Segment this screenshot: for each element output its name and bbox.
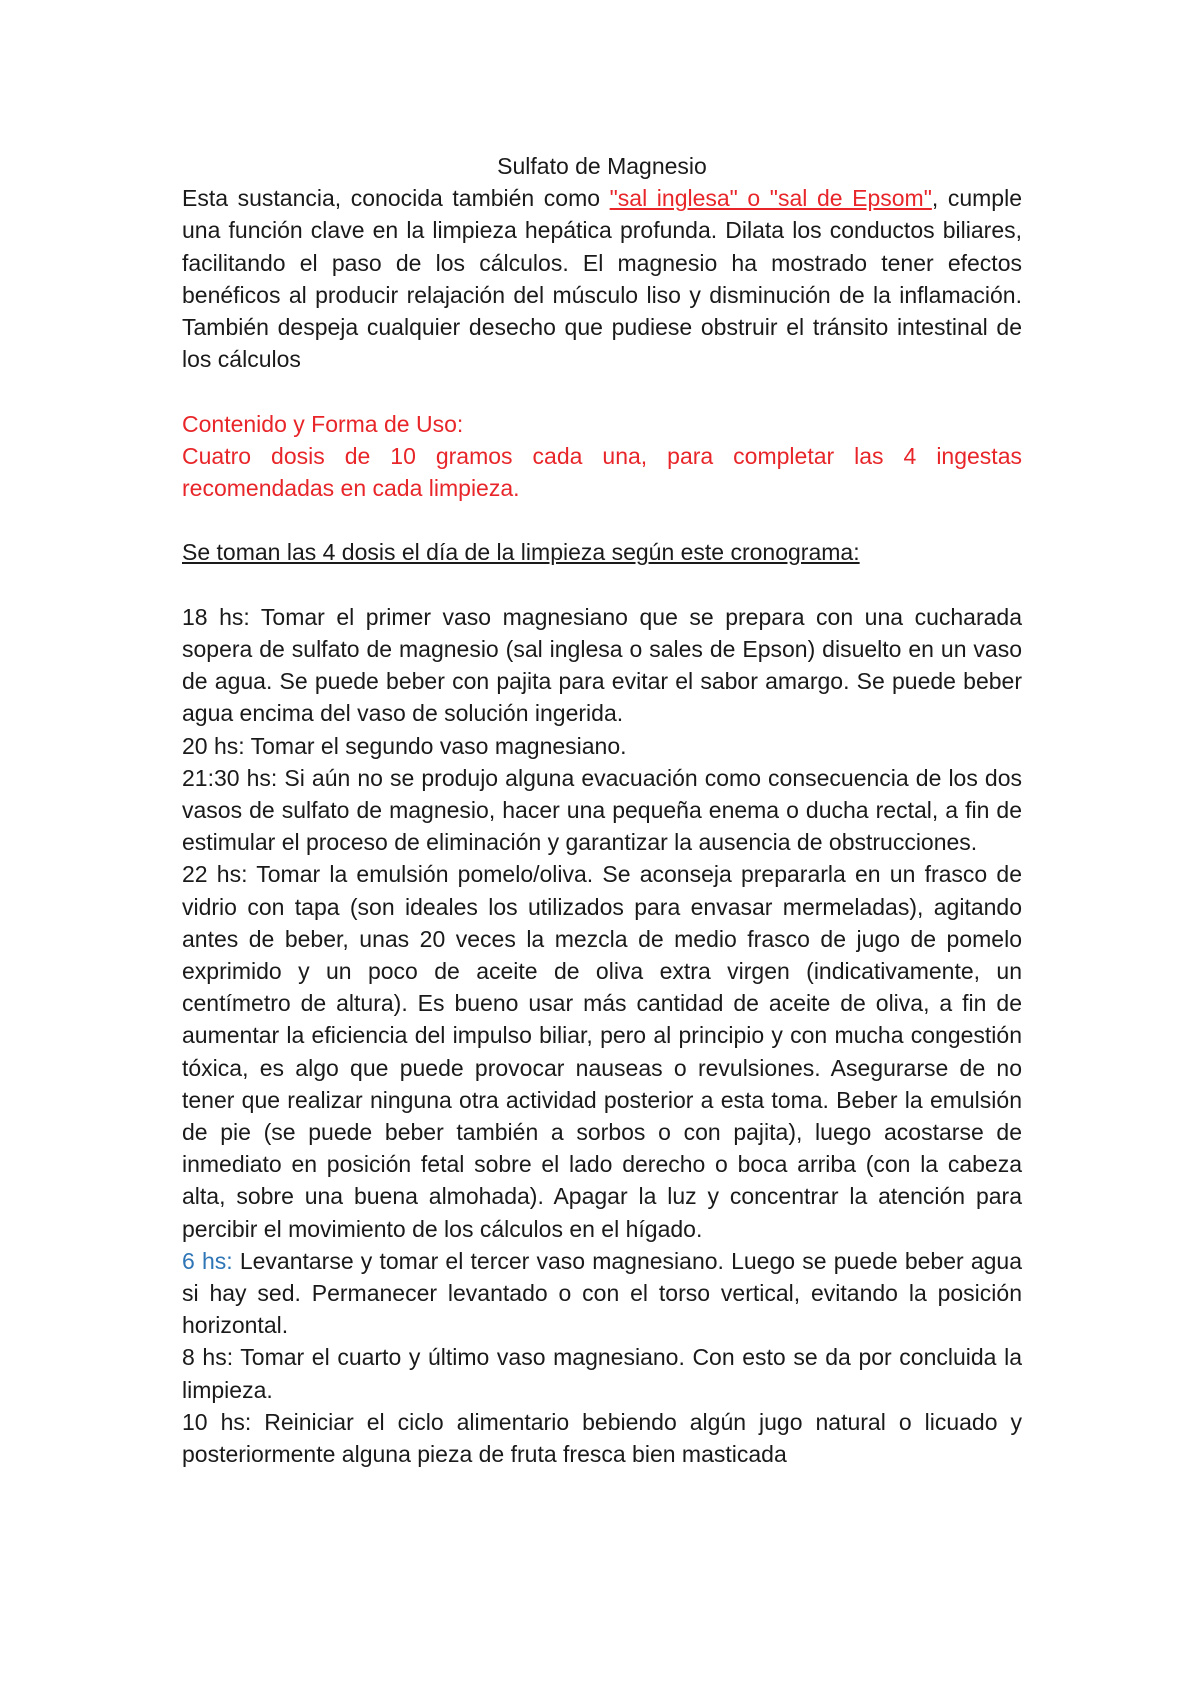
schedule-item-8hs: 8 hs: Tomar el cuarto y último vaso magnesiano. Con esto se da por concluida la limpieza.	[182, 1344, 1022, 1403]
intro-paragraph	[182, 182, 1022, 375]
intro-text-start: Esta sustancia, conocida también como	[182, 185, 610, 212]
spacer	[182, 375, 1022, 407]
schedule-text-6hs: Levantarse y tomar el tercer vaso magnesiano. Luego se puede beber agua si hay sed. Permanecer levantado o con el torso vertical, evitando la posición horizontal.	[182, 1247, 1022, 1339]
intro-highlight: "sal inglesa" o "sal de Epsom"	[609, 185, 932, 212]
schedule-item-2130hs: 21:30 hs: Si aún no se produjo alguna evacuación como consecuencia de los dos vasos de sulfato de magnesio, hacer una pequeña enema o ducha rectal, a fin de estimular el proceso de eliminación y garantizar la ausencia de obstrucciones.	[182, 764, 1022, 856]
schedule-heading: Se toman las 4 dosis el día de la limpieza según este cronograma:	[182, 539, 860, 566]
contenido-text: Cuatro dosis de 10 gramos cada una, para completar las 4 ingestas recomendadas en cada limpieza.	[182, 442, 1022, 502]
schedule-item-10hs: 10 hs: Reiniciar el ciclo alimentario bebiendo algún jugo natural o licuado y posteriormente alguna pieza de fruta fresca bien masticada	[182, 1408, 1022, 1468]
intro-text-end: , cumple una función clave en la limpieza hepática profunda. Dilata los conductos biliares, facilitando el paso de los cálculos. El magnesio ha mostrado tener efectos benéficos al producir relajación del músculo liso y disminución de la inflamación. También despeja cualquier desecho que pudiese obstruir el tránsito intestinal de los cálculos	[182, 185, 1022, 373]
spacer	[182, 569, 1022, 601]
schedule-item-22hs: 22 hs: Tomar la emulsión pomelo/oliva. Se aconseja prepararla en un frasco de vidrio con tapa (son ideales los utilizados para envasar mermeladas), agitando antes de beber, unas 20 veces la mezcla de medio frasco de jugo de pomelo exprimido y un poco de aceite de oliva extra virgen (indicativamente, un centímetro de altura). Es bueno usar más cantidad de aceite de oliva, a fin de aumentar la eficiencia del impulso biliar, pero al principio y con mucha congestión tóxica, es algo que puede provocar nauseas o revulsiones. Asegurarse de no tener que realizar ninguna otra actividad posterior a esta toma. Beber la emulsión de pie (se puede beber también a sorbos o con pajita), luego acostarse de inmediato en posición fetal sobre el lado derecho o boca arriba (con la cabeza alta, sobre una buena almohada). Apagar la luz y concentrar la atención para percibir el movimiento de los cálculos en el hígado.	[182, 861, 1022, 1242]
schedule-item-20hs: 20 hs: Tomar el segundo vaso magnesiano.	[182, 732, 627, 759]
document-title: Sulfato de Magnesio	[497, 153, 707, 179]
contenido-heading: Contenido y Forma de Uso:	[182, 410, 464, 437]
schedule-item-18hs: 18 hs: Tomar el primer vaso magnesiano que se prepara con una cucharada sopera de sulfato de magnesio (sal inglesa o sales de Epson) disuelto en un vaso de agua. Se puede beber con pajita para evitar el sabor amargo. Se puede beber agua encima del vaso de solución ingerida.	[182, 603, 1022, 727]
schedule-item-6hs	[182, 1245, 1022, 1342]
spacer	[182, 504, 1022, 536]
schedule-time-6hs: 6 hs:	[182, 1247, 233, 1274]
